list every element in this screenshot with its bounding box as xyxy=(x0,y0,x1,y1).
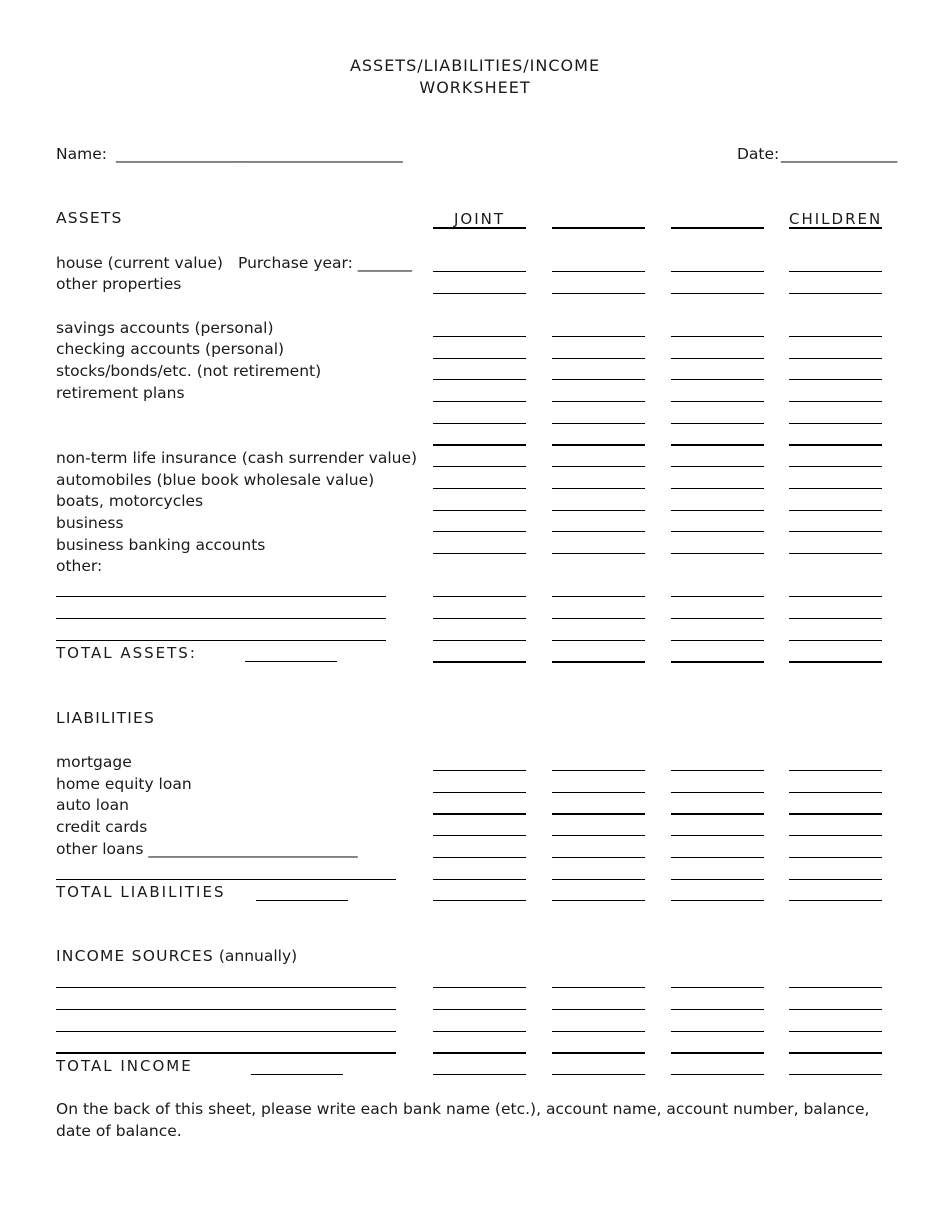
name-field[interactable]: _____________________________________ xyxy=(116,145,403,163)
asset-row-2-col4[interactable] xyxy=(789,293,882,294)
label-business: business xyxy=(56,514,124,532)
label-total-liabilities: TOTAL LIABILITIES xyxy=(56,883,226,901)
liability-row-6-col3[interactable] xyxy=(671,879,764,880)
asset-row-b4-col4[interactable] xyxy=(789,531,882,532)
income-source-line-4[interactable] xyxy=(56,1052,396,1054)
income-source-line-3[interactable] xyxy=(56,1031,396,1032)
income-row-4-col2[interactable] xyxy=(552,1052,645,1054)
asset-row-b6-col3[interactable] xyxy=(671,596,764,597)
asset-row-b7-col4[interactable] xyxy=(789,618,882,619)
column-header-underline-col2[interactable] xyxy=(552,227,645,229)
income-row-2-col2[interactable] xyxy=(552,1009,645,1010)
asset-subtotal-col1[interactable] xyxy=(433,444,526,446)
asset-row-5-col4[interactable] xyxy=(789,379,882,380)
asset-row-2-col3[interactable] xyxy=(671,293,764,294)
asset-row-b4-col2[interactable] xyxy=(552,531,645,532)
income-row-3-col1[interactable] xyxy=(433,1031,526,1032)
total-liabilities-row-col3[interactable] xyxy=(671,900,764,901)
worksheet-title-line2: WORKSHEET xyxy=(419,78,531,97)
other-asset-name-line-3[interactable] xyxy=(56,640,386,641)
asset-row-7-col4[interactable] xyxy=(789,423,882,424)
total-liabilities-line[interactable] xyxy=(256,900,348,901)
income-row-3-col4[interactable] xyxy=(789,1031,882,1032)
asset-row-5-col2[interactable] xyxy=(552,379,645,380)
assets-heading: ASSETS xyxy=(56,209,123,227)
other-asset-name-line-1[interactable] xyxy=(56,596,386,597)
label-mortgage: mortgage xyxy=(56,753,132,771)
asset-row-2-col2[interactable] xyxy=(552,293,645,294)
label-house: house (current value) xyxy=(56,254,223,272)
label-boats: boats, motorcycles xyxy=(56,492,204,510)
asset-row-3-col1[interactable] xyxy=(433,336,526,337)
label-retirement: retirement plans xyxy=(56,384,185,402)
asset-row-b7-col1[interactable] xyxy=(433,618,526,619)
column-header-underline-col4[interactable] xyxy=(789,227,882,229)
income-row-4-col3[interactable] xyxy=(671,1052,764,1054)
asset-row-b6-col4[interactable] xyxy=(789,596,882,597)
asset-row-4-col4[interactable] xyxy=(789,358,882,359)
asset-row-4-col3[interactable] xyxy=(671,358,764,359)
asset-row-b1-col1[interactable] xyxy=(433,466,526,467)
income-row-2-col4[interactable] xyxy=(789,1009,882,1010)
label-life-insurance: non-term life insurance (cash surrender value) xyxy=(56,449,418,467)
asset-row-6-col3[interactable] xyxy=(671,401,764,402)
asset-row-b2-col3[interactable] xyxy=(671,488,764,489)
asset-row-6-col2[interactable] xyxy=(552,401,645,402)
total-income-row-col2[interactable] xyxy=(552,1074,645,1075)
income-heading: INCOME SOURCES xyxy=(56,947,214,965)
total-income-row-col1[interactable] xyxy=(433,1074,526,1075)
asset-row-b8-col2[interactable] xyxy=(552,640,645,641)
asset-row-b3-col1[interactable] xyxy=(433,510,526,511)
asset-subtotal-col3[interactable] xyxy=(671,444,764,446)
asset-row-b5-col2[interactable] xyxy=(552,553,645,554)
asset-row-b3-col2[interactable] xyxy=(552,510,645,511)
name-label: Name: xyxy=(56,145,107,163)
total-assets-line[interactable] xyxy=(245,661,337,662)
liability-row-2-col2[interactable] xyxy=(552,792,645,793)
liability-name-line[interactable] xyxy=(56,879,396,880)
liability-row-3-col4[interactable] xyxy=(789,813,882,815)
liability-row-1-col1[interactable] xyxy=(433,770,526,771)
liability-row-2-col4[interactable] xyxy=(789,792,882,793)
asset-row-4-col1[interactable] xyxy=(433,358,526,359)
asset-row-1-col1[interactable] xyxy=(433,271,526,272)
total-income-line[interactable] xyxy=(251,1074,343,1075)
asset-row-1-col4[interactable] xyxy=(789,271,882,272)
liabilities-heading: LIABILITIES xyxy=(56,709,156,727)
asset-row-2-col1[interactable] xyxy=(433,293,526,294)
label-total-assets: TOTAL ASSETS: xyxy=(56,644,197,662)
total-assets-row-col1[interactable] xyxy=(433,661,526,663)
liability-row-2-col1[interactable] xyxy=(433,792,526,793)
column-joint-header: JOINT xyxy=(453,210,506,228)
asset-row-b7-col2[interactable] xyxy=(552,618,645,619)
label-purchase-year[interactable]: Purchase year: _______ xyxy=(238,254,413,272)
asset-row-b4-col3[interactable] xyxy=(671,531,764,532)
asset-row-b3-col3[interactable] xyxy=(671,510,764,511)
asset-subtotal-col4[interactable] xyxy=(789,444,882,446)
asset-row-b2-col2[interactable] xyxy=(552,488,645,489)
asset-row-3-col2[interactable] xyxy=(552,336,645,337)
asset-row-b4-col1[interactable] xyxy=(433,531,526,532)
asset-row-6-col1[interactable] xyxy=(433,401,526,402)
column-header-underline-col1[interactable] xyxy=(433,227,526,229)
income-annually-note: (annually) xyxy=(218,947,298,965)
total-income-row-col3[interactable] xyxy=(671,1074,764,1075)
liability-row-1-col2[interactable] xyxy=(552,770,645,771)
total-liabilities-row-col1[interactable] xyxy=(433,900,526,901)
label-automobiles: automobiles (blue book wholesale value) xyxy=(56,471,375,489)
total-assets-row-col3[interactable] xyxy=(671,661,764,663)
liability-row-6-col4[interactable] xyxy=(789,879,882,880)
asset-row-1-col3[interactable] xyxy=(671,271,764,272)
asset-row-b1-col2[interactable] xyxy=(552,466,645,467)
label-auto-loan: auto loan xyxy=(56,796,129,814)
income-row-4-col1[interactable] xyxy=(433,1052,526,1054)
asset-row-6-col4[interactable] xyxy=(789,401,882,402)
asset-row-b7-col3[interactable] xyxy=(671,618,764,619)
column-children-header: CHILDREN xyxy=(789,210,883,228)
asset-subtotal-col2[interactable] xyxy=(552,444,645,446)
asset-row-4-col2[interactable] xyxy=(552,358,645,359)
liability-row-2-col3[interactable] xyxy=(671,792,764,793)
total-liabilities-row-col4[interactable] xyxy=(789,900,882,901)
income-row-1-col2[interactable] xyxy=(552,987,645,988)
date-label: Date: xyxy=(737,145,780,163)
liability-row-4-col3[interactable] xyxy=(671,835,764,836)
total-income-row-col4[interactable] xyxy=(789,1074,882,1075)
label-stocks: stocks/bonds/etc. (not retirement) xyxy=(56,362,322,380)
liability-row-5-col3[interactable] xyxy=(671,857,764,858)
liability-row-5-col2[interactable] xyxy=(552,857,645,858)
asset-row-b1-col4[interactable] xyxy=(789,466,882,467)
liability-row-6-col2[interactable] xyxy=(552,879,645,880)
worksheet-title-line1: ASSETS/LIABILITIES/INCOME xyxy=(349,56,601,75)
asset-row-b5-col1[interactable] xyxy=(433,553,526,554)
label-other-properties: other properties xyxy=(56,275,182,293)
asset-row-b3-col4[interactable] xyxy=(789,510,882,511)
liability-row-1-col3[interactable] xyxy=(671,770,764,771)
income-row-1-col3[interactable] xyxy=(671,987,764,988)
column-header-underline-col3[interactable] xyxy=(671,227,764,229)
label-home-equity: home equity loan xyxy=(56,775,192,793)
liability-row-3-col1[interactable] xyxy=(433,813,526,815)
income-row-3-col3[interactable] xyxy=(671,1031,764,1032)
liability-row-6-col1[interactable] xyxy=(433,879,526,880)
total-assets-row-col4[interactable] xyxy=(789,661,882,663)
asset-row-b2-col1[interactable] xyxy=(433,488,526,489)
liability-row-3-col2[interactable] xyxy=(552,813,645,815)
asset-row-7-col3[interactable] xyxy=(671,423,764,424)
liability-row-4-col2[interactable] xyxy=(552,835,645,836)
income-source-line-2[interactable] xyxy=(56,1009,396,1010)
asset-row-7-col2[interactable] xyxy=(552,423,645,424)
asset-row-3-col3[interactable] xyxy=(671,336,764,337)
date-field[interactable]: _______________ xyxy=(781,145,898,163)
liability-row-5-col4[interactable] xyxy=(789,857,882,858)
asset-row-b2-col4[interactable] xyxy=(789,488,882,489)
asset-row-b5-col3[interactable] xyxy=(671,553,764,554)
asset-row-b8-col4[interactable] xyxy=(789,640,882,641)
asset-row-b1-col3[interactable] xyxy=(671,466,764,467)
label-credit-cards: credit cards xyxy=(56,818,148,836)
income-row-4-col4[interactable] xyxy=(789,1052,882,1054)
liability-row-5-col1[interactable] xyxy=(433,857,526,858)
asset-row-b8-col1[interactable] xyxy=(433,640,526,641)
label-total-income: TOTAL INCOME xyxy=(56,1057,193,1075)
income-row-1-col1[interactable] xyxy=(433,987,526,988)
liability-row-4-col4[interactable] xyxy=(789,835,882,836)
asset-row-7-col1[interactable] xyxy=(433,423,526,424)
asset-row-1-col2[interactable] xyxy=(552,271,645,272)
income-row-2-col3[interactable] xyxy=(671,1009,764,1010)
total-liabilities-row-col2[interactable] xyxy=(552,900,645,901)
asset-row-5-col1[interactable] xyxy=(433,379,526,380)
asset-row-b5-col4[interactable] xyxy=(789,553,882,554)
liability-row-4-col1[interactable] xyxy=(433,835,526,836)
label-other-loans[interactable]: other loans ___________________________ xyxy=(56,840,358,858)
income-row-1-col4[interactable] xyxy=(789,987,882,988)
label-other: other: xyxy=(56,557,103,575)
asset-row-3-col4[interactable] xyxy=(789,336,882,337)
asset-row-b6-col1[interactable] xyxy=(433,596,526,597)
other-asset-name-line-2[interactable] xyxy=(56,618,386,619)
income-row-2-col1[interactable] xyxy=(433,1009,526,1010)
income-row-3-col2[interactable] xyxy=(552,1031,645,1032)
footer-instructions: On the back of this sheet, please write each bank name (etc.), account name, account number, balance, date of balance. xyxy=(56,1100,870,1140)
asset-row-5-col3[interactable] xyxy=(671,379,764,380)
label-checking: checking accounts (personal) xyxy=(56,340,285,358)
label-business-banking: business banking accounts xyxy=(56,536,266,554)
income-source-line-1[interactable] xyxy=(56,987,396,988)
asset-row-b6-col2[interactable] xyxy=(552,596,645,597)
asset-row-b8-col3[interactable] xyxy=(671,640,764,641)
total-assets-row-col2[interactable] xyxy=(552,661,645,663)
liability-row-3-col3[interactable] xyxy=(671,813,764,815)
label-savings: savings accounts (personal) xyxy=(56,319,274,337)
liability-row-1-col4[interactable] xyxy=(789,770,882,771)
